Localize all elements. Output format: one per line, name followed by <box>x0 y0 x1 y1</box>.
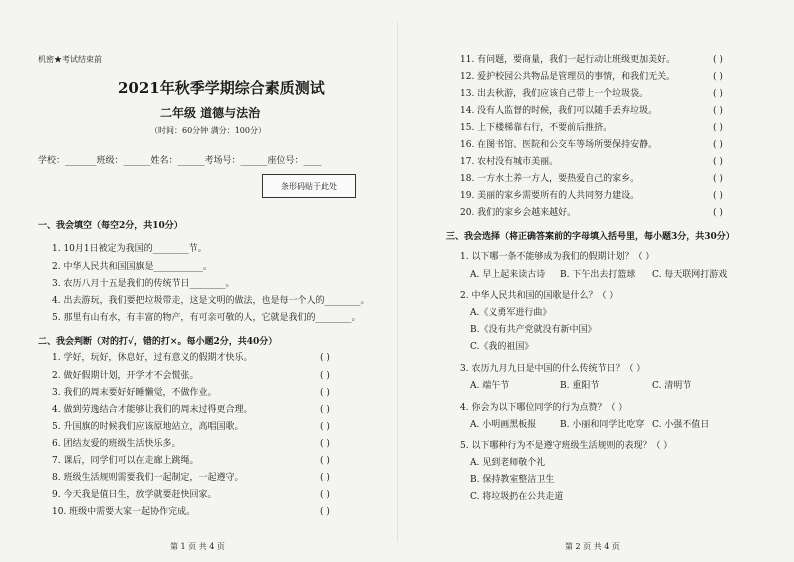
section1-title: 一、我会填空（每空2分，共10分） <box>38 221 183 231</box>
choice-option: B. 小丽和同学比吃穿 <box>560 420 645 430</box>
answer-paren: ( ) <box>320 456 330 466</box>
judge-item: 13. 出去秋游，我们应该自己带上一个垃圾袋。 <box>460 89 649 99</box>
page-number-left: 第 1 页 共 4 页 <box>170 542 225 551</box>
answer-paren: ( ) <box>320 507 330 517</box>
judge-item: 8. 班级生活规则需要我们一起制定，一起遵守。 <box>52 473 244 483</box>
answer-paren: ( ) <box>320 388 330 398</box>
answer-paren: ( ) <box>713 123 723 133</box>
choice-option: A. 见到老师敬个礼 <box>470 458 546 468</box>
section3-title: 三、我会选择（将正确答案前的字母填入括号里，每小题3分，共30分） <box>446 232 735 242</box>
judge-item: 16. 在图书馆、医院和公交车等场所要保持安静。 <box>460 140 658 150</box>
choice-question: 5. 以下哪种行为不是遵守班级生活规则的表现？（ ） <box>460 441 673 451</box>
choice-option: B.《没有共产党就没有新中国》 <box>470 325 597 335</box>
choice-question: 1. 以下哪一条不能够成为我们的假期计划？（ ） <box>460 252 655 262</box>
answer-paren: ( ) <box>713 191 723 201</box>
judge-item: 2. 做好假期计划，开学才不会慌张。 <box>52 371 199 381</box>
answer-paren: ( ) <box>320 405 330 415</box>
judge-item: 9. 今天我是值日生，放学就要赶快回家。 <box>52 490 217 500</box>
answer-paren: ( ) <box>713 89 723 99</box>
judge-item: 14. 没有人监督的时候，我们可以随手丢弃垃圾。 <box>460 106 658 116</box>
fill-item: 5. 那里有山有水，有丰富的物产，有可亲可敬的人，它就是我们的________。 <box>52 313 361 323</box>
answer-paren: ( ) <box>320 353 330 363</box>
judge-item: 19. 美丽的家乡需要所有的人共同努力建设。 <box>460 191 640 201</box>
judge-item: 7. 课后，同学们可以在走廊上跳绳。 <box>52 456 199 466</box>
answer-paren: ( ) <box>320 473 330 483</box>
answer-paren: ( ) <box>713 174 723 184</box>
page-number-right: 第 2 页 共 4 页 <box>565 542 620 551</box>
choice-question: 3. 农历九月九日是中国的什么传统节日？（ ） <box>460 364 646 374</box>
judge-item: 10. 班级中需要大家一起协作完成。 <box>52 507 196 517</box>
exam-title: 2021年秋季学期综合素质测试 <box>118 79 325 97</box>
confidential-label: 机密★考试结束前 <box>38 55 102 64</box>
choice-option: A.《义勇军进行曲》 <box>470 308 552 318</box>
judge-item: 17. 农村没有城市美丽。 <box>460 157 559 167</box>
judge-item: 20. 我们的家乡会越来越好。 <box>460 208 577 218</box>
answer-paren: ( ) <box>713 157 723 167</box>
judge-item: 18. 一方水土养一方人，要热爱自己的家乡。 <box>460 174 640 184</box>
choice-option: B. 保持教室整洁卫生 <box>470 475 555 485</box>
answer-paren: ( ) <box>320 490 330 500</box>
answer-paren: ( ) <box>713 72 723 82</box>
student-info-line: 学校：_______班级：______姓名：______考场号：______座位号：____ <box>38 156 322 166</box>
choice-question: 2. 中华人民共和国的国歌是什么？（ ） <box>460 291 619 301</box>
answer-paren: ( ) <box>713 140 723 150</box>
judge-item: 1. 学好，玩好，休息好，过有意义的假期才快乐。 <box>52 353 253 363</box>
answer-paren: ( ) <box>713 106 723 116</box>
answer-paren: ( ) <box>713 208 723 218</box>
choice-option: B. 下午出去打篮球 <box>560 270 636 280</box>
barcode-box: 条形码贴于此处 <box>262 174 356 198</box>
judge-item: 6. 团结友爱的班级生活快乐多。 <box>52 439 181 449</box>
answer-paren: ( ) <box>713 55 723 65</box>
choice-option: A. 早上起来读古诗 <box>470 270 546 280</box>
judge-item: 3. 我们的周末要好好睡懒觉，不做作业。 <box>52 388 217 398</box>
choice-option: C. 小强不值日 <box>652 420 710 430</box>
fill-item: 4. 出去游玩，我们要把垃圾带走，这是文明的做法，也是每一个人的________。 <box>52 296 370 306</box>
choice-option: A. 小明画黑板报 <box>470 420 537 430</box>
choice-option: C. 将垃圾扔在公共走道 <box>470 492 564 502</box>
fill-item: 2. 中华人民共和国国旗是___________。 <box>52 262 212 272</box>
fill-item: 1. 10月1日被定为我国的________节。 <box>52 244 207 254</box>
answer-paren: ( ) <box>320 422 330 432</box>
section2-title: 二、我会判断（对的打√，错的打×。每小题2分，共40分） <box>38 337 278 347</box>
judge-item: 4. 做到劳逸结合才能够让我们的周末过得更合理。 <box>52 405 253 415</box>
choice-option: C. 每天联网打游戏 <box>652 270 728 280</box>
exam-time: （时间：60分钟 满分：100分） <box>150 126 266 135</box>
choice-option: C.《我的祖国》 <box>470 342 534 352</box>
choice-option: B. 重阳节 <box>560 381 600 391</box>
fill-item: 3. 农历八月十五是我们的传统节日________。 <box>52 279 235 289</box>
page-divider <box>397 22 398 542</box>
choice-option: A. 端午节 <box>470 381 510 391</box>
judge-item: 5. 升国旗的时候我们应该原地站立，高唱国歌。 <box>52 422 244 432</box>
choice-option: C. 清明节 <box>652 381 692 391</box>
exam-subtitle: 二年级 道德与法治 <box>160 106 261 120</box>
judge-item: 12. 爱护校园公共物品是管理员的事情，和我们无关。 <box>460 72 676 82</box>
choice-question: 4. 你会为以下哪位同学的行为点赞？（ ） <box>460 403 628 413</box>
answer-paren: ( ) <box>320 371 330 381</box>
judge-item: 11. 有问题，要商量，我们一起行动让班级更加美好。 <box>460 55 676 65</box>
judge-item: 15. 上下楼梯靠右行，不要前后推挤。 <box>460 123 613 133</box>
answer-paren: ( ) <box>320 439 330 449</box>
